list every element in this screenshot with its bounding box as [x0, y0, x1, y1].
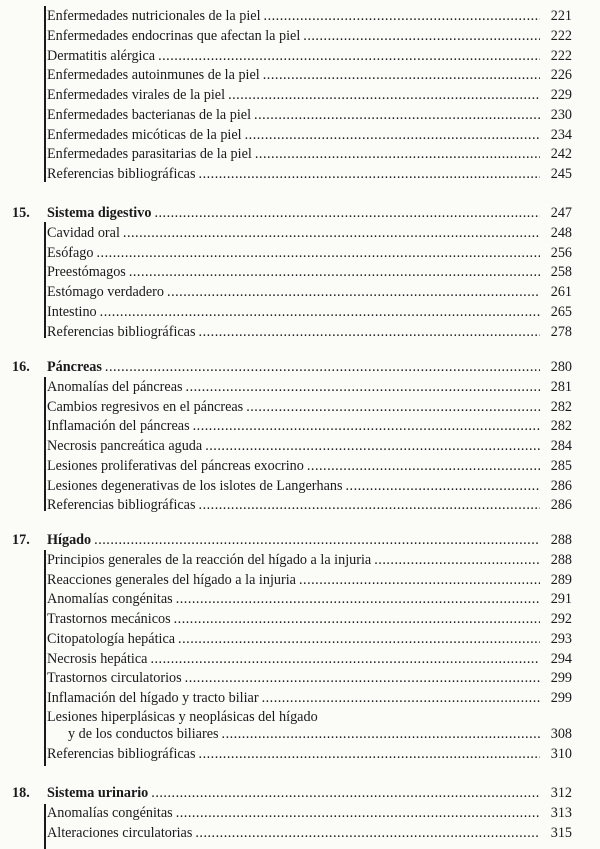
toc-entry[interactable]	[47, 323, 572, 343]
entry-page: 313	[550, 804, 572, 821]
entry-title: Esófago	[47, 244, 94, 261]
entry-page: 229	[550, 87, 572, 103]
leader-dots	[176, 590, 540, 610]
toc-entry[interactable]	[47, 244, 572, 264]
leader-dots	[105, 358, 540, 378]
chapter-page: 288	[550, 532, 572, 548]
leader-dots	[129, 263, 540, 283]
toc-entry[interactable]	[47, 745, 572, 765]
entry-page: 226	[550, 67, 572, 84]
leader-dots	[154, 204, 540, 224]
leader-dots	[264, 7, 540, 27]
leader-dots	[246, 398, 540, 418]
entry-title: Enfermedades virales de la piel	[47, 87, 226, 103]
entry-page: 299	[550, 690, 572, 706]
entry-title: Referencias bibliográficas	[47, 745, 196, 762]
toc-entry[interactable]	[47, 283, 572, 303]
leader-dots	[263, 66, 540, 86]
toc-chapter-16	[0, 358, 600, 516]
entry-title: Enfermedades parasitarias de la piel	[47, 146, 252, 163]
leader-dots	[97, 244, 541, 264]
entry-page: 284	[550, 438, 572, 454]
entry-page: 282	[550, 418, 572, 435]
chapter-title: Sistema digestivo	[47, 205, 152, 221]
entry-page: 258	[550, 264, 572, 281]
leader-dots	[94, 531, 540, 551]
leader-dots	[199, 323, 540, 343]
toc-section-dermatology	[0, 7, 600, 185]
leader-dots	[228, 86, 540, 106]
toc-entry[interactable]	[47, 689, 572, 709]
chapter-page: 247	[550, 205, 572, 221]
entry-page: 265	[550, 303, 572, 320]
toc-entry[interactable]	[47, 590, 572, 610]
chapter-title: Sistema urinario	[47, 785, 149, 801]
leader-dots	[167, 283, 540, 303]
toc-entry[interactable]	[47, 824, 572, 844]
entry-page: 281	[550, 378, 572, 395]
toc-entry[interactable]	[47, 378, 572, 398]
leader-dots	[186, 378, 540, 398]
leader-dots	[178, 630, 540, 650]
entry-title: Lesiones proliferativas del páncreas exocrino	[47, 457, 304, 474]
toc-entry[interactable]	[47, 669, 572, 689]
toc-entry[interactable]	[47, 106, 572, 126]
toc-entry[interactable]	[47, 165, 572, 185]
entry-title: Principios generales de la reacción del hígado a la injuria	[47, 551, 372, 568]
entry-page: 242	[550, 146, 572, 163]
toc-entry[interactable]	[47, 263, 572, 283]
leader-dots	[199, 745, 540, 765]
entry-page: 261	[550, 284, 572, 300]
entry-page: 285	[550, 457, 572, 474]
leader-dots	[374, 551, 540, 571]
toc-entry[interactable]	[47, 437, 572, 457]
entry-title: Enfermedades autoinmunes de la piel	[47, 67, 260, 84]
entry-page: 293	[550, 630, 572, 647]
chapter-number: 18.	[12, 785, 30, 801]
entry-title: Enfermedades bacterianas de la piel	[47, 106, 252, 123]
toc-entry[interactable]	[47, 303, 572, 323]
leader-dots	[150, 650, 540, 670]
chapter-heading[interactable]	[12, 784, 572, 804]
toc-chapter-18	[0, 784, 600, 843]
leader-dots	[199, 496, 540, 516]
leader-dots	[176, 804, 540, 824]
toc-entry[interactable]	[47, 398, 572, 418]
entry-title: Necrosis pancreática aguda	[47, 438, 203, 454]
entry-page: 315	[550, 824, 572, 841]
entry-page: 308	[550, 725, 572, 742]
entry-page: 278	[550, 323, 572, 340]
entry-title: Enfermedades nutricionales de la piel	[47, 8, 261, 24]
chapter-page: 312	[550, 785, 572, 801]
entry-page: 288	[550, 551, 572, 568]
entry-page: 286	[550, 477, 572, 494]
toc-entry[interactable]	[47, 610, 572, 630]
leader-dots	[255, 145, 540, 165]
toc-chapter-15	[0, 204, 600, 342]
entry-title: Referencias bibliográficas	[47, 323, 196, 340]
entry-title: Preestómagos	[47, 264, 126, 281]
entry-page: 291	[550, 591, 572, 608]
toc-entry[interactable]	[47, 86, 572, 106]
toc-entry[interactable]	[47, 804, 572, 824]
chapter-number: 15.	[12, 205, 30, 221]
leader-dots	[174, 610, 540, 630]
leader-dots	[307, 457, 540, 477]
entry-title: Anomalías congénitas	[47, 591, 173, 608]
entry-page: 294	[550, 650, 572, 667]
leader-dots	[158, 47, 540, 67]
entry-page: 292	[550, 611, 572, 627]
toc-entry[interactable]	[47, 126, 572, 146]
toc-entry[interactable]	[47, 7, 572, 27]
entry-title: Lesiones hiperplásicas y neoplásicas del hígado	[47, 708, 318, 725]
entry-title: Referencias bibliográficas	[47, 166, 196, 182]
leader-dots	[151, 784, 540, 804]
chapter-title: Páncreas	[47, 359, 102, 375]
toc-entry[interactable]	[47, 224, 572, 244]
entry-title: Reacciones generales del hígado a la injuria	[47, 571, 296, 588]
toc-entry[interactable]	[47, 477, 572, 497]
chapter-heading[interactable]	[12, 531, 572, 551]
toc-entry[interactable]	[47, 496, 572, 516]
toc-entry[interactable]	[47, 650, 572, 670]
chapter-heading[interactable]	[12, 204, 572, 224]
entry-title: Dermatitis alérgica	[47, 47, 156, 64]
toc-entry[interactable]	[47, 417, 572, 437]
chapter-page: 280	[550, 359, 572, 375]
entry-title: Anomalías del páncreas	[47, 378, 183, 395]
leader-dots	[199, 165, 540, 185]
toc-entry[interactable]	[47, 457, 572, 477]
entry-title: Estómago verdadero	[47, 284, 165, 300]
entry-page: 221	[550, 8, 572, 24]
entry-title: Cavidad oral	[47, 224, 120, 241]
entry-title: Citopatología hepática	[47, 630, 176, 647]
leader-dots	[195, 824, 540, 844]
toc-entry[interactable]	[47, 27, 572, 47]
toc-entry[interactable]	[47, 47, 572, 67]
leader-dots	[123, 224, 540, 244]
entry-title: Cambios regresivos en el páncreas	[47, 398, 244, 415]
entry-title: Necrosis hepática	[47, 650, 148, 667]
toc-entry[interactable]	[47, 551, 572, 571]
entry-title: Alteraciones circulatorias	[47, 824, 193, 841]
leader-dots	[100, 303, 540, 323]
entry-title: Enfermedades micóticas de la piel	[47, 126, 242, 143]
toc-entry[interactable]	[47, 630, 572, 650]
entry-title: Anomalías congénitas	[47, 804, 173, 821]
entry-page: 256	[550, 244, 572, 261]
toc-entry[interactable]	[47, 145, 572, 165]
entry-page: 310	[550, 745, 572, 762]
leader-dots	[303, 27, 540, 47]
entry-title: Inflamación del páncreas	[47, 418, 190, 435]
chapter-heading[interactable]	[12, 358, 572, 378]
toc-entry-first-line[interactable]	[47, 709, 572, 725]
leader-dots	[254, 106, 540, 126]
entry-page: 289	[550, 571, 572, 588]
entry-title: Trastornos circulatorios	[47, 670, 182, 687]
toc-chapter-17	[0, 531, 600, 764]
entry-title: Enfermedades endocrinas que afectan la piel	[47, 27, 301, 44]
entry-title: Referencias bibliográficas	[47, 497, 196, 514]
leader-dots	[222, 725, 540, 745]
toc-entry[interactable]	[47, 571, 572, 591]
entry-title: Trastornos mecánicos	[47, 611, 171, 627]
toc-entry-continuation[interactable]	[47, 725, 572, 745]
leader-dots	[299, 571, 540, 591]
entry-title: Inflamación del hígado y tracto biliar	[47, 690, 259, 706]
entry-page: 230	[550, 106, 572, 123]
leader-dots	[205, 437, 540, 457]
chapter-number: 17.	[12, 532, 30, 548]
leader-dots	[245, 126, 540, 146]
entry-page: 299	[550, 670, 572, 687]
entry-page: 222	[550, 47, 572, 64]
leader-dots	[345, 477, 540, 497]
entry-page: 286	[550, 497, 572, 514]
entry-page: 282	[550, 398, 572, 415]
leader-dots	[262, 689, 540, 709]
entry-title: Lesiones degenerativas de los islotes de Langerhans	[47, 477, 343, 494]
chapter-title: Hígado	[47, 532, 92, 548]
leader-dots	[185, 669, 540, 689]
entry-page: 234	[550, 126, 572, 143]
entry-page: 245	[550, 166, 572, 182]
entry-page: 222	[550, 27, 572, 44]
entry-title: Intestino	[47, 303, 97, 320]
toc-entry[interactable]	[47, 66, 572, 86]
entry-page: 248	[550, 224, 572, 241]
chapter-number: 16.	[12, 359, 30, 375]
leader-dots	[193, 417, 540, 437]
entry-title: y de los conductos biliares	[68, 725, 219, 742]
